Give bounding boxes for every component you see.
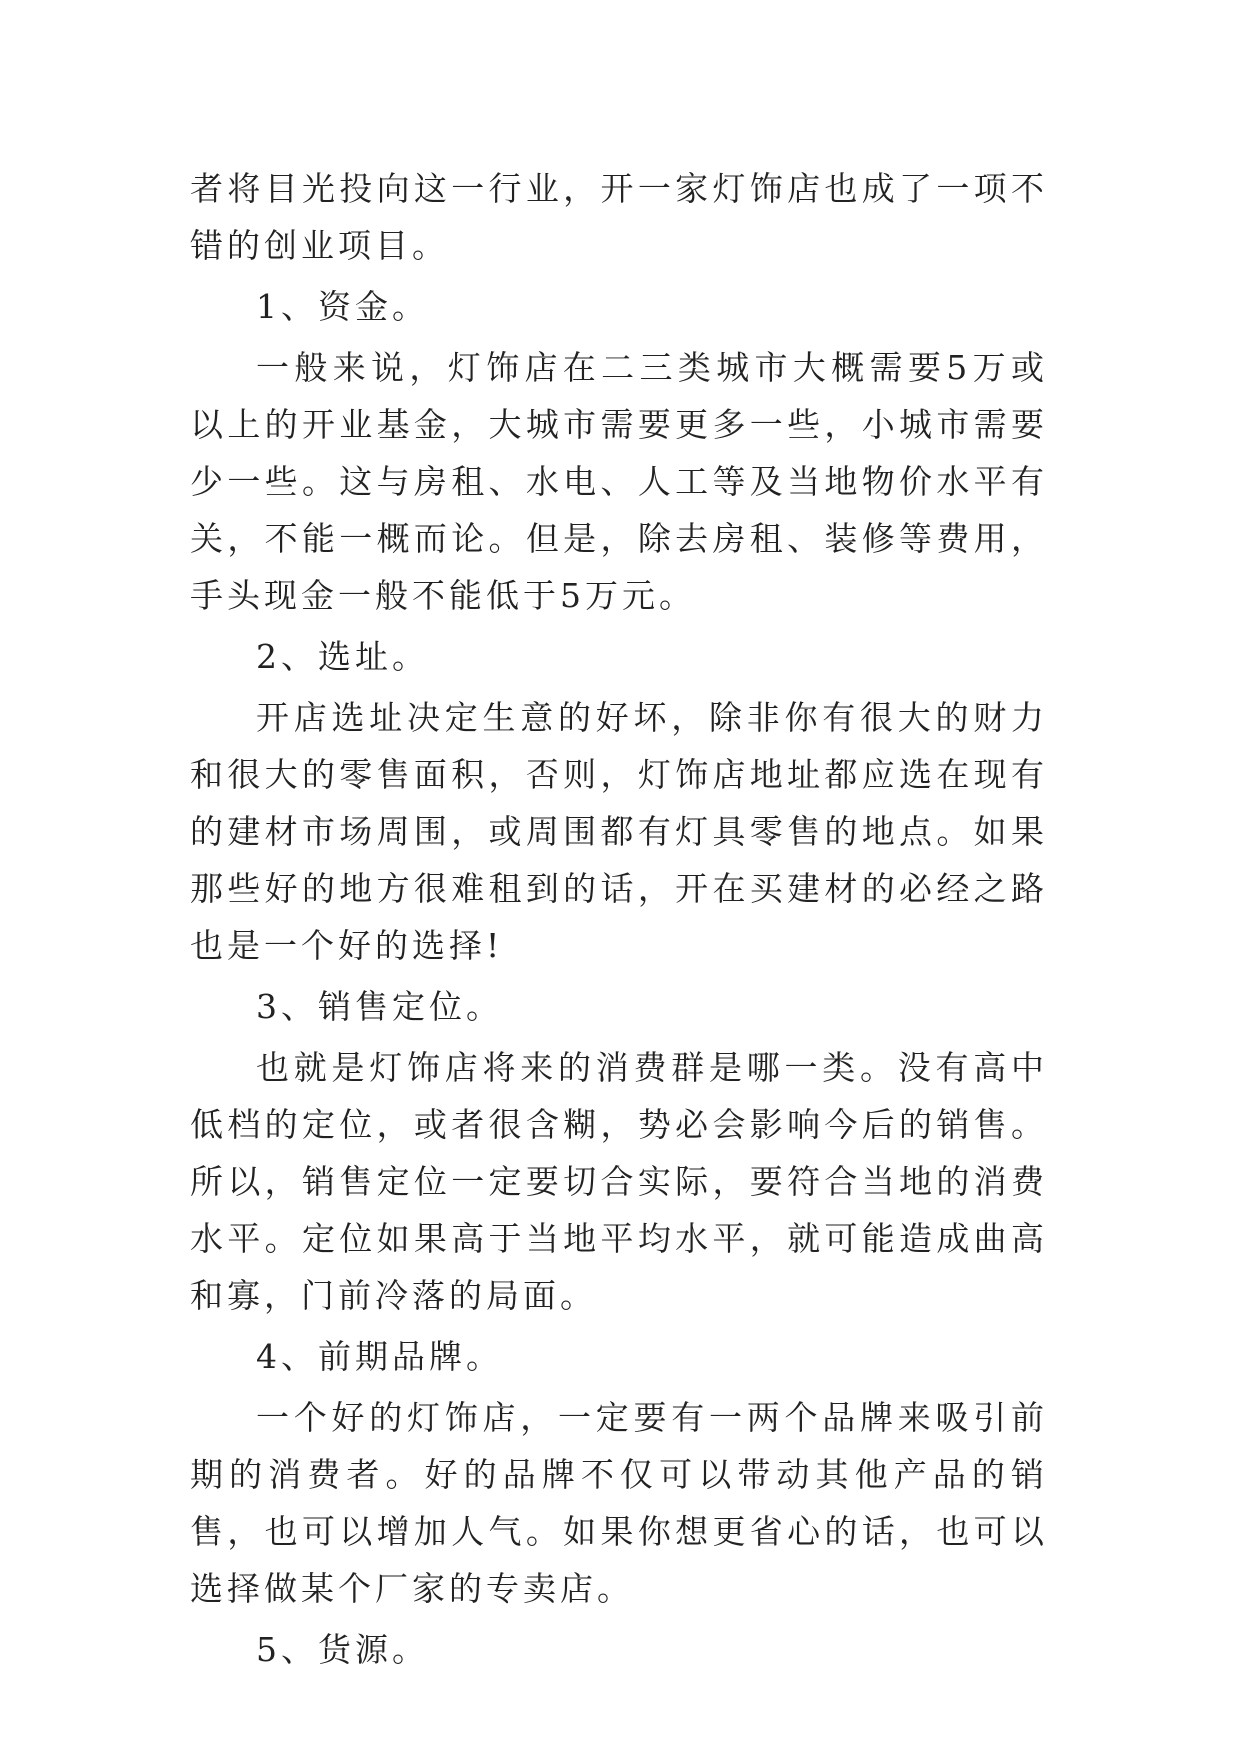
paragraph-positioning: 也就是灯饰店将来的消费群是哪一类。没有高中低档的定位，或者很含糊，势必会影响今后的销售。所以，销售定位一定要切合实际，要符合当地的消费水平。定位如果高于当地平均水平，就可能造成曲高和寡，门前冷落的局面。 xyxy=(190,1048,1048,1315)
paragraph-continuation: 者将目光投向这一行业，开一家灯饰店也成了一项不错的创业项目。 xyxy=(190,169,1048,265)
section-heading-location: 2、选址。 xyxy=(256,637,429,676)
document-body xyxy=(190,160,1048,1678)
paragraph-brand: 一个好的灯饰店，一定要有一两个品牌来吸引前期的消费者。好的品牌不仅可以带动其他产品的销售，也可以增加人气。如果你想更省心的话，也可以选择做某个厂家的专卖店。 xyxy=(190,1398,1048,1608)
section-heading-supply: 5、货源。 xyxy=(256,1630,429,1669)
section-heading-brand: 4、前期品牌。 xyxy=(256,1337,503,1376)
section-heading-positioning: 3、销售定位。 xyxy=(256,987,503,1026)
paragraph-location: 开店选址决定生意的好坏，除非你有很大的财力和很大的零售面积，否则，灯饰店地址都应选在现有的建材市场周围，或周围都有灯具零售的地点。如果那些好的地方很难租到的话，开在买建材的必经之路也是一个好的选择! xyxy=(190,698,1048,965)
paragraph-funds: 一般来说，灯饰店在二三类城市大概需要5万或以上的开业基金，大城市需要更多一些，小城市需要少一些。这与房租、水电、人工等及当地物价水平有关，不能一概而论。但是，除去房租、装修等费用，手头现金一般不能低于5万元。 xyxy=(190,348,1048,615)
section-heading-funds: 1、资金。 xyxy=(256,287,429,326)
